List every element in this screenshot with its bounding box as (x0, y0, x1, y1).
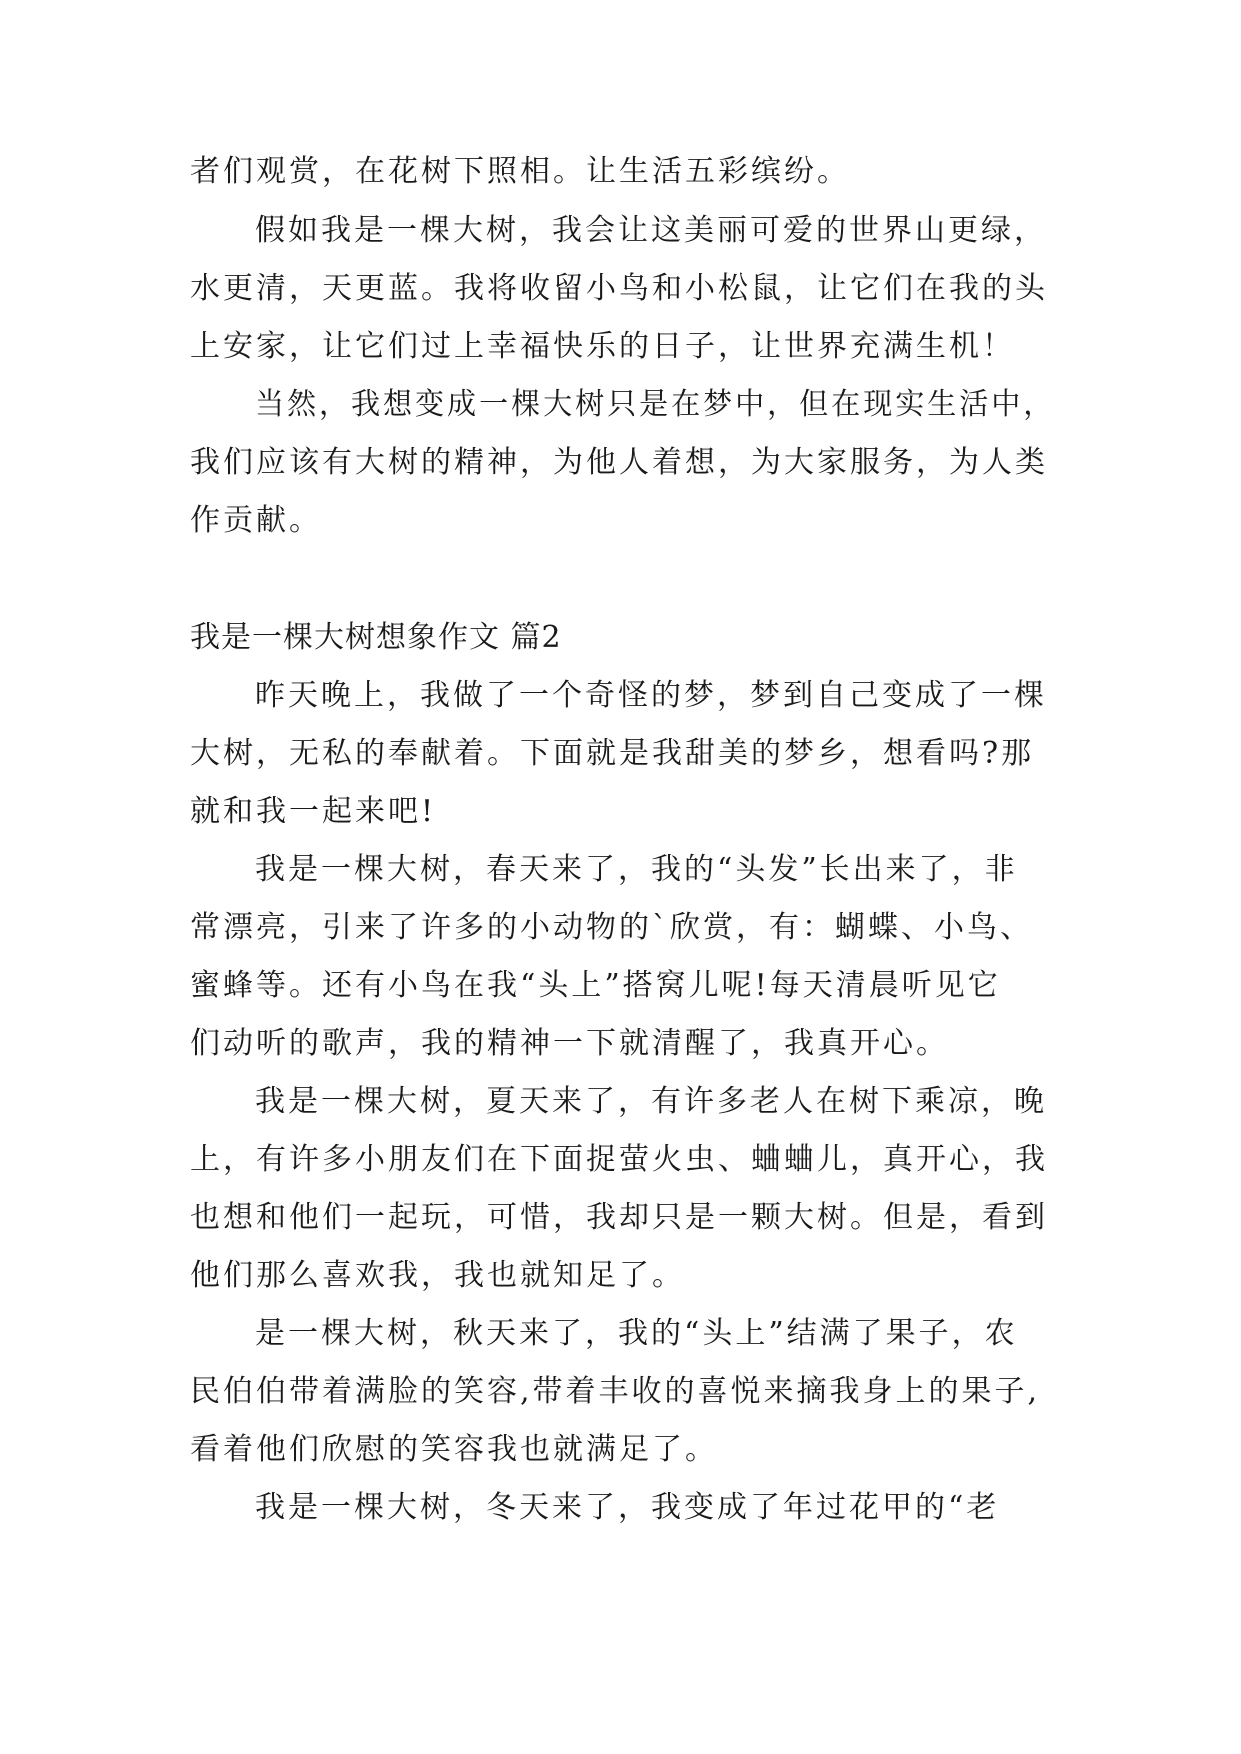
text-line: 他们那么喜欢我，我也就知足了。 (190, 1258, 685, 1293)
text-line: 作贡献。 (190, 503, 322, 538)
paragraph-first-line: 当然，我想变成一棵大树只是在梦中，但在现实生活中， (255, 387, 1056, 422)
text-line: 水更清，天更蓝。我将收留小鸟和小松鼠，让它们在我的头 (190, 271, 1048, 306)
section-heading: 我是一棵大树想象作文 篇2 (190, 620, 562, 655)
paragraph-first-line: 昨天晚上，我做了一个奇怪的梦，梦到自己变成了一棵 (255, 678, 1047, 713)
text-line: 我们应该有大树的精神，为他人着想，为大家服务，为人类 (190, 445, 1048, 480)
text-line: 就和我一起来吧! (190, 794, 437, 829)
text-line: 者们观赏，在花树下照相。让生活五彩缤纷。 (190, 154, 850, 189)
paragraph-first-line: 假如我是一棵大树，我会让这美丽可爱的世界山更绿， (255, 213, 1047, 248)
text-line: 民伯伯带着满脸的笑容,带着丰收的喜悦来摘我身上的果子, (190, 1374, 1041, 1409)
paragraph-first-line: 我是一棵大树，夏天来了，有许多老人在树下乘凉，晚 (255, 1084, 1047, 1119)
paragraph-first-line: 我是一棵大树，冬天来了，我变成了年过花甲的“老 (255, 1490, 1000, 1525)
text-line: 们动听的歌声，我的精神一下就清醒了，我真开心。 (190, 1026, 949, 1061)
text-line: 上安家，让它们过上幸福快乐的日子，让世界充满生机！ (190, 329, 1015, 364)
paragraph-first-line: 是一棵大树，秋天来了，我的“头上”结满了果子，农 (255, 1316, 1018, 1351)
text-line: 也想和他们一起玩，可惜，我却只是一颗大树。但是，看到 (190, 1200, 1048, 1235)
text-line: 看着他们欣慰的笑容我也就满足了。 (190, 1432, 718, 1467)
paragraph-first-line: 我是一棵大树，春天来了，我的“头发”长出来了，非 (255, 852, 1018, 887)
text-line: 上，有许多小朋友们在下面捉萤火虫、蛐蛐儿，真开心，我 (190, 1142, 1048, 1177)
text-line: 大树，无私的奉献着。下面就是我甜美的梦乡，想看吗?那 (190, 736, 1035, 771)
text-line: 常漂亮，引来了许多的小动物的`欣赏，有：蝴蝶、小鸟、 (190, 910, 1033, 945)
text-line: 蜜蜂等。还有小鸟在我“头上”搭窝儿呢!每天清晨听见它 (190, 968, 1001, 1003)
